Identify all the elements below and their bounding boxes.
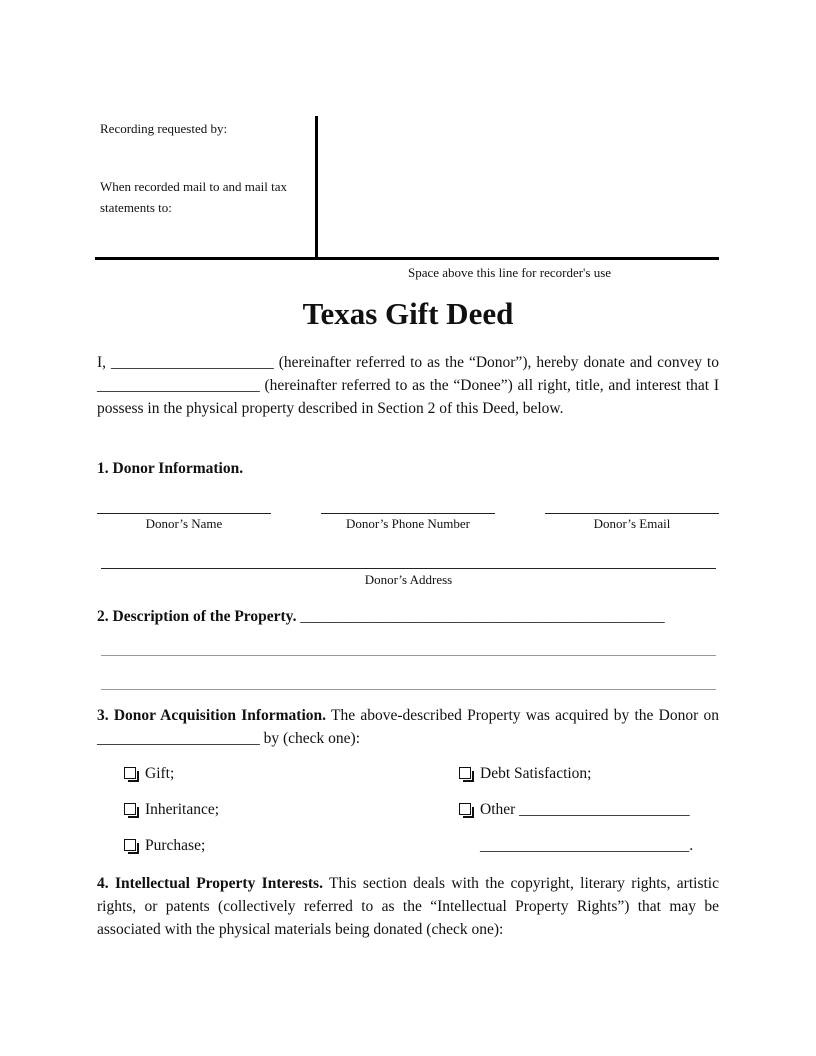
option-other-label: Other ______________________ [480, 801, 690, 818]
donor-name-label: Donor’s Name [145, 516, 223, 531]
option-debt-label: Debt Satisfaction; [480, 765, 592, 782]
header-vertical-divider [315, 116, 318, 258]
donor-name-field[interactable] [97, 513, 271, 514]
section-4-paragraph [97, 872, 719, 941]
property-description-field[interactable]: _______________________________________________ [300, 608, 665, 625]
donor-address-field[interactable] [101, 568, 716, 569]
section-2-heading: 2. Description of the Property. [97, 608, 297, 625]
section-1-heading: 1. Donor Information. [97, 460, 244, 477]
option-gift-label: Gift; [145, 765, 175, 782]
mail-to-label: When recorded mail to and mail tax statements to: [100, 179, 287, 215]
checkbox-icon[interactable] [124, 767, 136, 779]
option-other[interactable] [459, 800, 690, 820]
donor-email-field[interactable] [545, 513, 719, 514]
section-4-heading: 4. Intellectual Property Interests. [97, 875, 323, 892]
checkbox-icon[interactable] [459, 767, 471, 779]
checkbox-icon[interactable] [459, 803, 471, 815]
section-3-paragraph [97, 704, 719, 750]
document-title: Texas Gift Deed [302, 296, 514, 331]
option-other-continuation[interactable]: ___________________________. [480, 837, 694, 854]
option-purchase-label: Purchase; [145, 837, 206, 854]
donor-phone-field[interactable] [321, 513, 495, 514]
option-purchase[interactable] [124, 836, 205, 856]
donor-address-label: Donor’s Address [364, 572, 453, 587]
property-description-line-2[interactable] [101, 655, 716, 656]
section-4-text: This section deals with the copyright, literary rights, artistic rights, or patents (collectively referred to as the “Intellectual Property Rights”) that may be associated with the physical materials being donated (check one): [97, 875, 719, 938]
checkbox-icon[interactable] [124, 839, 136, 851]
section-2-line [97, 605, 719, 628]
option-debt-satisfaction[interactable] [459, 764, 592, 784]
property-description-line-3[interactable] [101, 689, 716, 690]
option-gift[interactable] [124, 764, 174, 784]
option-inheritance[interactable] [124, 800, 219, 820]
donor-email-label: Donor’s Email [593, 516, 671, 531]
option-inheritance-label: Inheritance; [145, 801, 220, 818]
recording-requested-label: Recording requested by: [100, 121, 228, 136]
section-3-heading: 3. Donor Acquisition Information. [97, 707, 327, 724]
donor-phone-label: Donor’s Phone Number [346, 516, 470, 531]
recorder-use-line [95, 257, 719, 260]
checkbox-icon[interactable] [124, 803, 136, 815]
intro-paragraph: I, _____________________ (hereinafter referred to as the “Donor”), hereby donate and convey to _____________________ (hereinafter referred to as the “Donee”) all right, title, and interest that I possess in the physical property described in Section 2 of this Deed, below. [97, 354, 719, 417]
recorder-use-note: Space above this line for recorder's use [408, 265, 612, 280]
section-3-text: The above-described Property was acquired by the Donor on _____________________ by (check one): [97, 707, 719, 747]
